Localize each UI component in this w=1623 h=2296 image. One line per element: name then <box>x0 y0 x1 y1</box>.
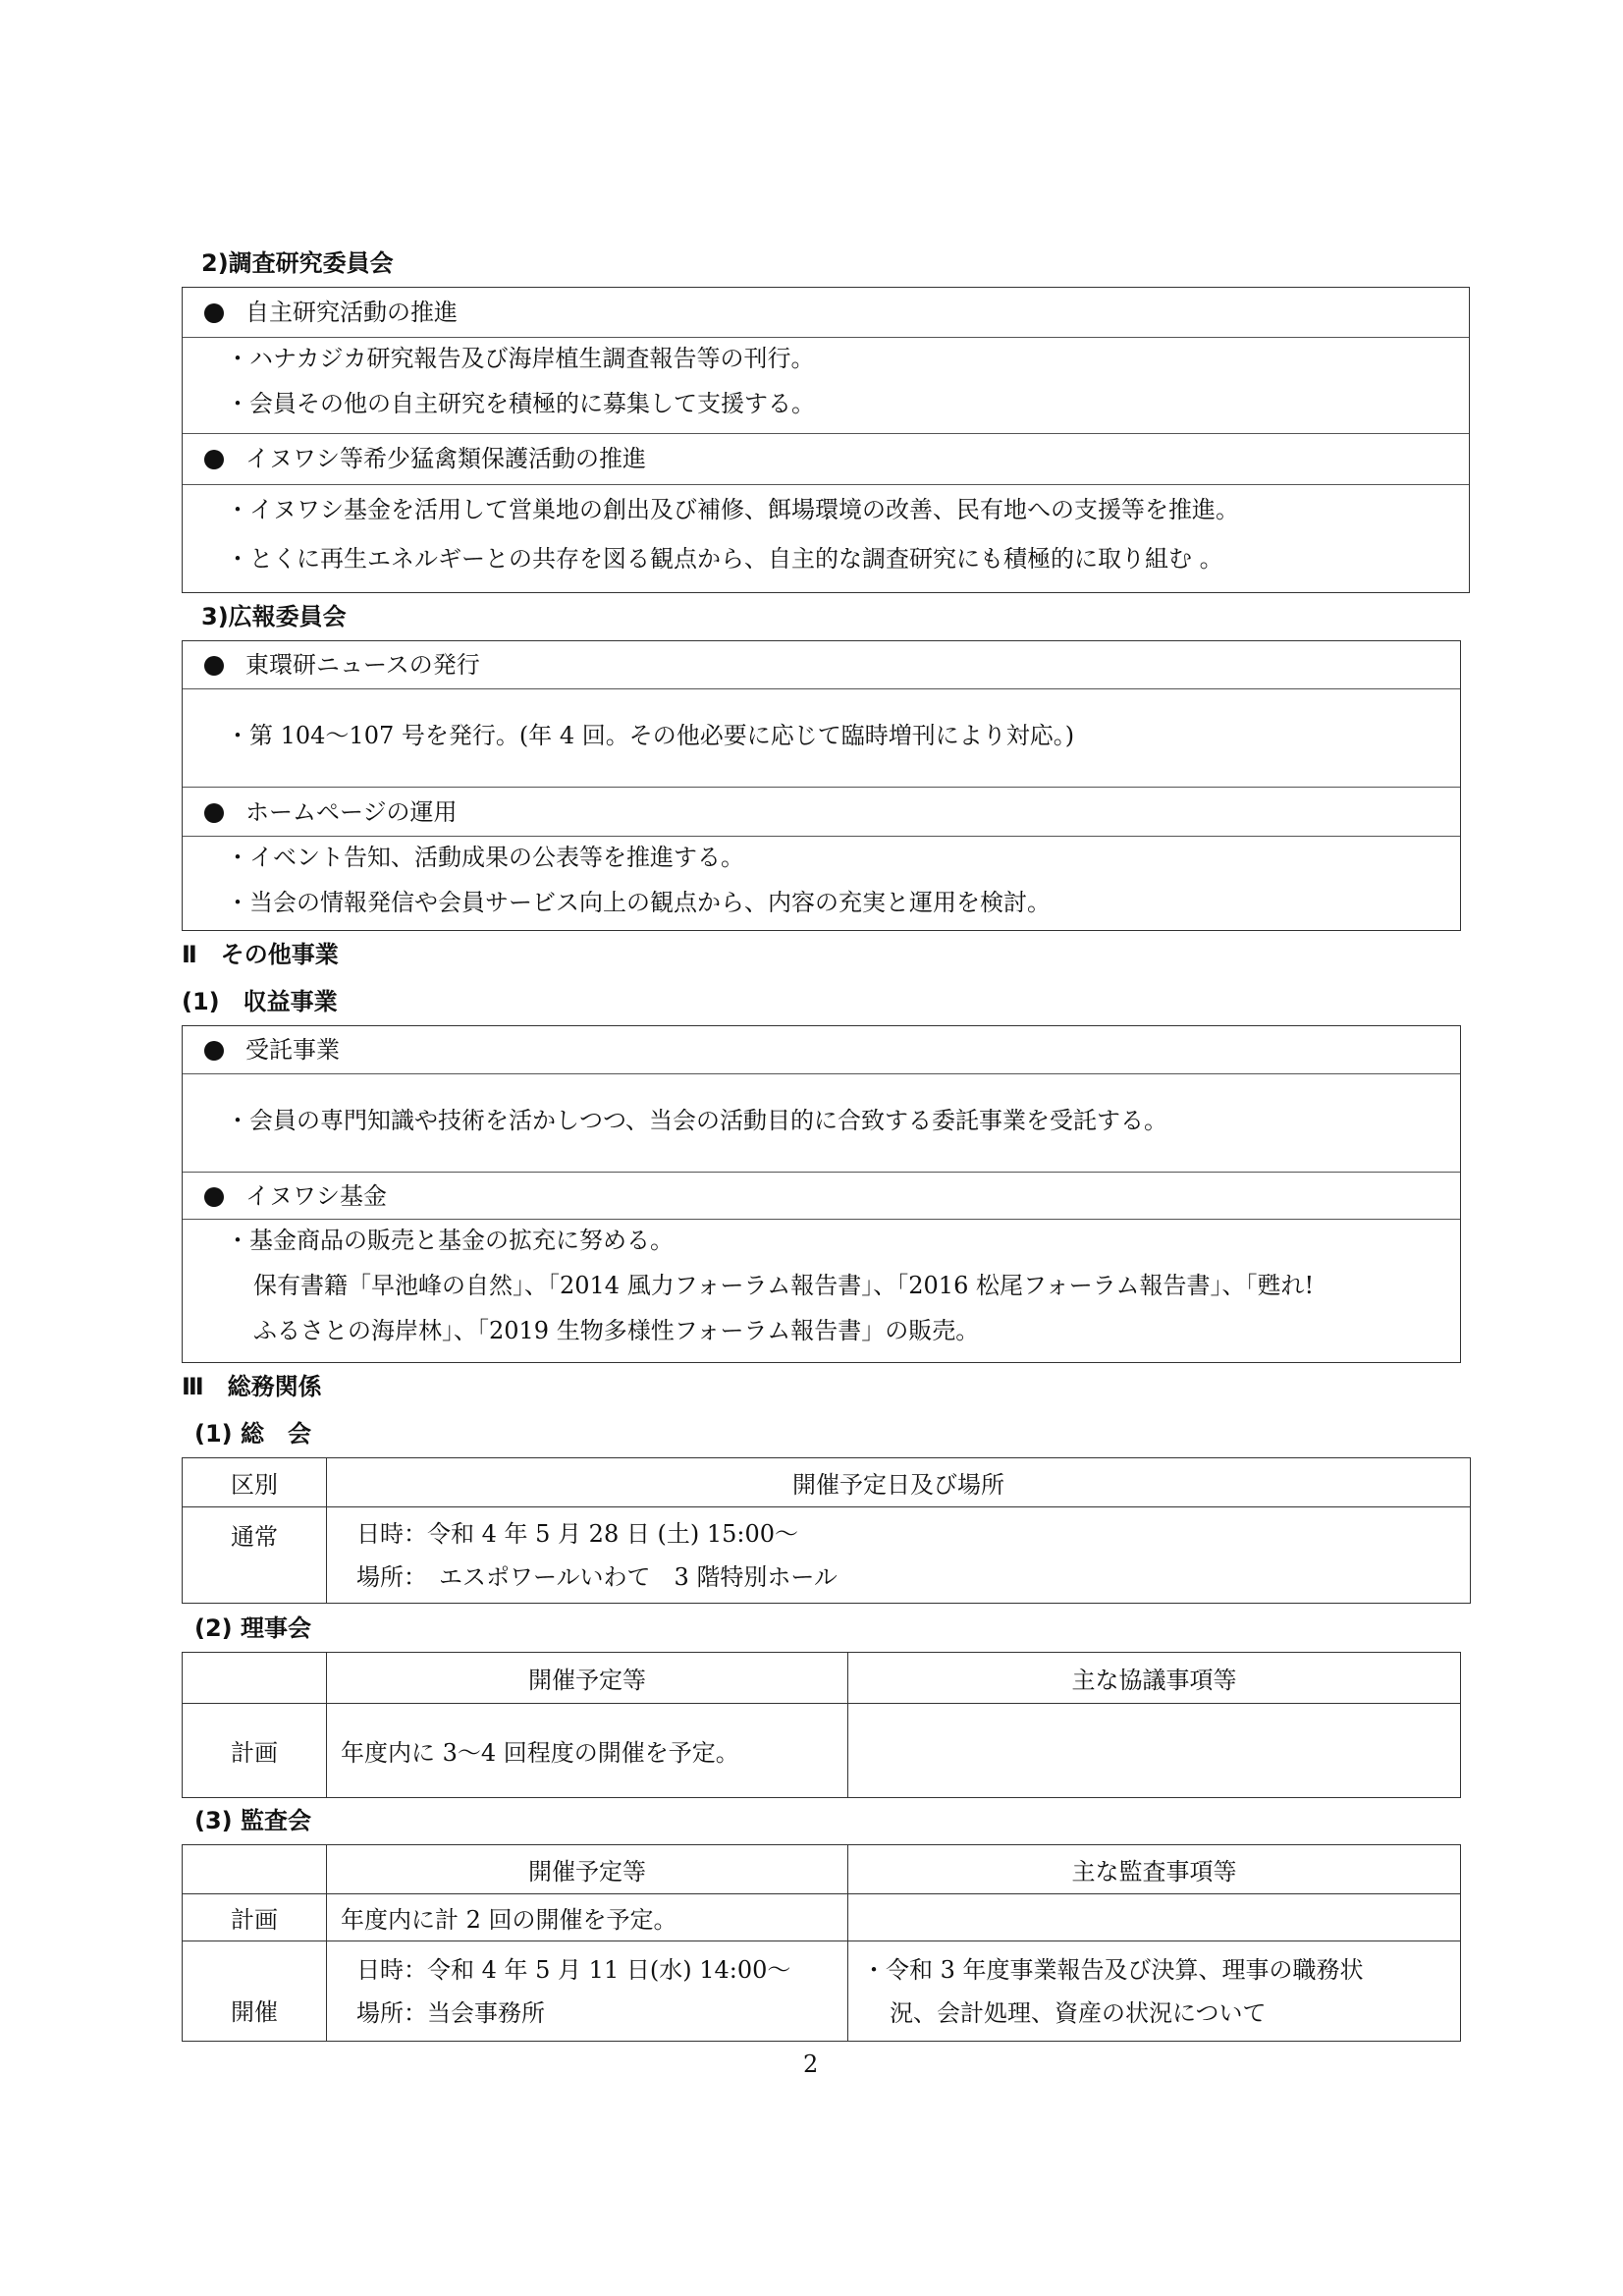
row-matters <box>848 1894 1461 1941</box>
list-item: ・イベント告知、活動成果の公表等を推進する。 <box>226 844 744 871</box>
part-heading-other: Ⅱ その他事業 <box>182 941 339 968</box>
audit-item-line: 況、会計処理、資産の状況について <box>890 1998 1267 2027</box>
bullet-icon <box>204 450 224 469</box>
section-heading-pr: 3)広報委員会 <box>201 603 347 630</box>
list-item: ・会員の専門知識や技術を活かしつつ、当会の活動目的に合致する委託事業を受託する。 <box>226 1107 1168 1134</box>
research-box <box>182 287 1470 593</box>
row-label: 計画 <box>183 1894 327 1941</box>
subheading-board: (2) 理事会 <box>194 1614 311 1642</box>
subheading-revenue: (1) 収益事業 <box>182 988 338 1015</box>
part-heading-admin: Ⅲ 総務関係 <box>182 1373 322 1400</box>
items-row <box>183 1073 1460 1172</box>
category-row <box>183 787 1460 836</box>
items-row <box>183 1219 1460 1362</box>
items-row <box>183 688 1460 787</box>
table-header-row <box>183 1653 1461 1704</box>
items-row <box>183 337 1469 433</box>
empty-header-cell <box>183 1653 327 1704</box>
row-label: 計画 <box>183 1704 327 1798</box>
list-item: ・基金商品の販売と基金の拡充に努める。 <box>226 1227 674 1254</box>
row-matters <box>848 1704 1461 1798</box>
list-item: ふるさとの海岸林」、「2019 生物多様性フォーラム報告書」の販売。 <box>253 1317 980 1344</box>
row-label: 通常 <box>183 1507 327 1604</box>
column-header: 主な監査事項等 <box>848 1845 1461 1894</box>
column-header: 開催予定等 <box>327 1653 848 1704</box>
table-row <box>183 1704 1461 1798</box>
section-heading-research: 2)調査研究委員会 <box>201 249 394 277</box>
list-item: ・会員その他の自主研究を積極的に募集して支援する。 <box>226 390 815 417</box>
bullet-icon <box>204 803 224 823</box>
general-meeting-table <box>182 1457 1471 1604</box>
page-number: 2 <box>803 2050 819 2078</box>
table-row <box>183 1507 1471 1604</box>
category-row <box>183 1172 1460 1219</box>
bullet-icon <box>204 1187 224 1207</box>
pr-box <box>182 640 1461 931</box>
list-item: ・イヌワシ基金を活用して営巣地の創出及び補修、餌場環境の改善、民有地への支援等を推進。 <box>226 496 1239 523</box>
list-item: ・当会の情報発信や会員サービス向上の観点から、内容の充実と運用を検討。 <box>226 889 1051 916</box>
revenue-box <box>182 1025 1461 1363</box>
category-title: ホームページの運用 <box>245 798 458 826</box>
category-row <box>183 641 1460 688</box>
category-title: 受託事業 <box>245 1036 340 1064</box>
category-title: イヌワシ基金 <box>245 1182 387 1210</box>
venue-line: 場所：当会事務所 <box>356 1998 545 2027</box>
row-detail <box>327 1941 848 2042</box>
audit-table <box>182 1844 1461 2042</box>
list-item: ・第 104～107 号を発行。(年 4 回。その他必要に応じて臨時増刊により対応。) <box>226 722 1075 749</box>
table-row <box>183 1894 1461 1941</box>
column-header: 開催予定等 <box>327 1845 848 1894</box>
subheading-general-meeting: (1) 総 会 <box>194 1420 311 1448</box>
list-item: ・ハナカジカ研究報告及び海岸植生調査報告等の刊行。 <box>226 345 815 372</box>
date-line: 日時：令和 4 年 5 月 11 日(水) 14:00～ <box>356 1955 791 1984</box>
items-row <box>183 484 1469 592</box>
empty-header-cell <box>183 1845 327 1894</box>
column-header: 開催予定日及び場所 <box>327 1458 1471 1507</box>
bullet-icon <box>204 303 224 323</box>
column-header: 区別 <box>183 1458 327 1507</box>
list-item: 保有書籍「早池峰の自然」、「2014 風力フォーラム報告書」、「2016 松尾フォーラム報告書」、「甦れ! <box>253 1272 1315 1299</box>
audit-item-line: ・令和 3 年度事業報告及び決算、理事の職務状 <box>862 1955 1364 1984</box>
row-matters <box>848 1941 1461 2042</box>
row-detail: 年度内に計 2 回の開催を予定。 <box>327 1894 848 1941</box>
table-header-row <box>183 1458 1471 1507</box>
list-item: ・とくに再生エネルギーとの共存を図る観点から、自主的な調査研究にも積極的に取り組む 。 <box>226 545 1223 573</box>
category-row <box>183 1026 1460 1073</box>
category-title: 東環研ニュースの発行 <box>245 651 480 679</box>
subheading-audit: (3) 監査会 <box>194 1807 311 1834</box>
category-title: 自主研究活動の推進 <box>245 299 458 326</box>
table-header-row <box>183 1845 1461 1894</box>
items-row <box>183 836 1460 930</box>
board-table <box>182 1652 1461 1798</box>
row-detail: 年度内に 3～4 回程度の開催を予定。 <box>327 1704 848 1798</box>
bullet-icon <box>204 656 224 676</box>
bullet-icon <box>204 1041 224 1061</box>
date-line: 日時：令和 4 年 5 月 28 日 (土) 15:00～ <box>356 1519 798 1548</box>
category-title: イヌワシ等希少猛禽類保護活動の推進 <box>245 445 646 472</box>
category-row <box>183 433 1469 484</box>
row-detail <box>327 1507 1471 1604</box>
column-header: 主な協議事項等 <box>848 1653 1461 1704</box>
venue-line: 場所： エスポワールいわて 3 階特別ホール <box>356 1562 838 1591</box>
category-row <box>183 288 1469 337</box>
table-row <box>183 1941 1461 2042</box>
row-label: 開催 <box>183 1941 327 2042</box>
